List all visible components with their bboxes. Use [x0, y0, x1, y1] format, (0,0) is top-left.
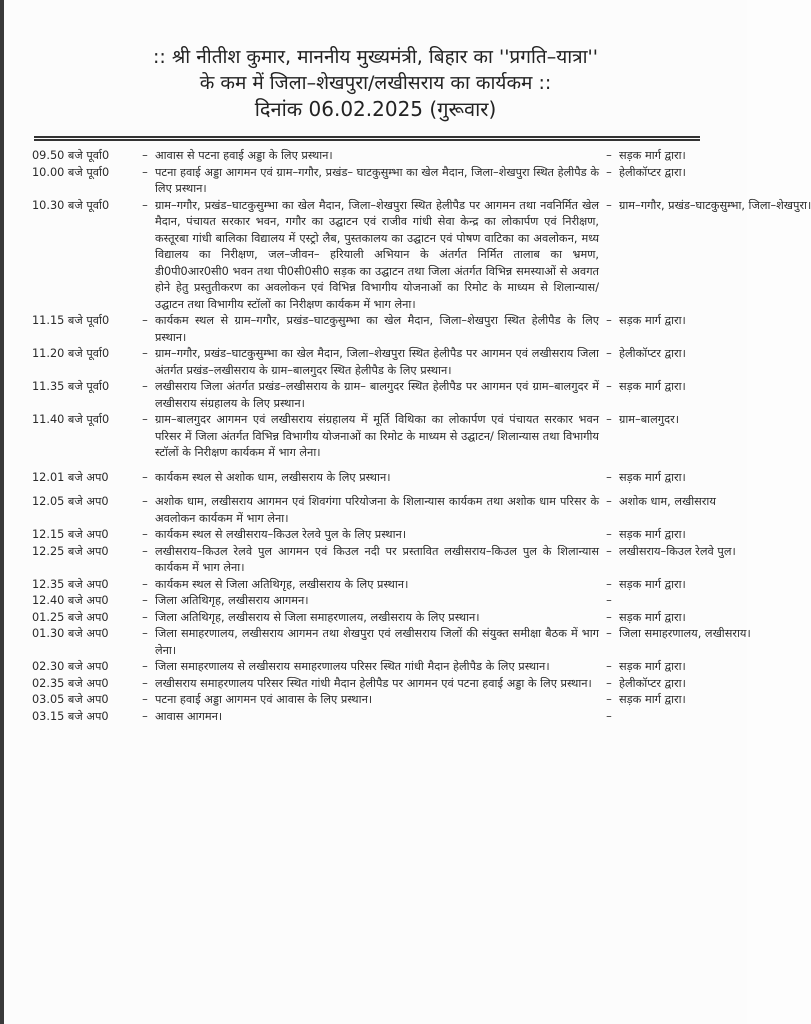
schedule-row — [32, 692, 732, 709]
separator-dash: – — [142, 676, 148, 690]
schedule-row — [32, 148, 732, 165]
schedule-travel-mode: सड़क मार्ग द्वारा। — [619, 380, 686, 393]
separator-dash: – — [142, 709, 148, 723]
schedule-travel-mode: हेलीकॉप्टर द्वारा। — [619, 165, 686, 179]
schedule-time: 12.25 बजे अप0 — [32, 544, 109, 558]
schedule-activity: जिला समाहरणालय, लखीसराय आगमन तथा शेखपुरा एवं लखीसराय जिलों की संयुक्त समीक्षा बैठक में भाग लेना। — [155, 627, 599, 657]
schedule-travel-mode: सड़क मार्ग द्वारा। — [619, 610, 686, 624]
schedule-travel-mode: हेलीकॉप्टर द्वारा। — [619, 347, 686, 360]
schedule-row — [32, 676, 732, 693]
separator-dash: – — [142, 149, 148, 162]
schedule-row — [32, 626, 751, 659]
schedule-activity: लखीसराय समाहरणालय परिसर स्थित गांधी मैदान हेलीपैड पर आगमन एवं पटना हवाई अड्डा के लिए प्रस्थान। — [155, 676, 592, 690]
separator-dash: – — [142, 165, 148, 179]
schedule-activity: लखीसराय जिला अंतर्गत प्रखंड–लखीसराय के ग्राम– बालगुदर स्थित हेलीपैड पर आगमन एवं ग्राम–बालगुदर में लखीसराय संग्रहालय के लिए प्रस्थान। — [155, 380, 599, 410]
separator-dash: – — [142, 660, 148, 673]
schedule-time: 12.15 बजे अप0 — [32, 528, 109, 541]
schedule-travel-mode: अशोक धाम, लखीसराय — [619, 495, 716, 508]
separator-dash: – — [606, 380, 612, 393]
separator-dash: – — [606, 610, 612, 624]
schedule-row — [32, 198, 811, 314]
separator-dash: – — [142, 577, 148, 591]
schedule-row — [32, 593, 732, 610]
schedule-travel-mode: सड़क मार्ग द्वारा। — [619, 660, 686, 673]
separator-dash: – — [142, 470, 148, 484]
row-spacer — [32, 486, 732, 494]
schedule-row — [32, 709, 732, 726]
schedule-travel-mode: सड़क मार्ग द्वारा। — [619, 528, 686, 541]
schedule-travel-mode: ग्राम–बालगुदर। — [619, 413, 679, 426]
separator-dash: – — [606, 594, 612, 607]
schedule-row — [32, 165, 732, 198]
schedule-row — [32, 470, 732, 487]
header-double-rule — [34, 136, 700, 141]
header-date: दिनांक 06.02.2025 (गुरूवार) — [254, 97, 497, 121]
separator-dash: – — [606, 165, 612, 179]
separator-dash: – — [606, 544, 612, 558]
schedule-travel-mode — [619, 709, 732, 726]
schedule-activity: कार्यकम स्थल से जिला अतिथिगृह, लखीसराय के लिए प्रस्थान। — [155, 577, 409, 591]
separator-dash: – — [606, 470, 612, 484]
schedule-travel-mode — [619, 593, 732, 610]
schedule-activity: जिला अतिथिगृह, लखीसराय आगमन। — [155, 594, 309, 607]
schedule-row — [32, 494, 732, 527]
schedule-time: 12.05 बजे अप0 — [32, 495, 109, 508]
schedule-time: 12.40 बजे अप0 — [32, 594, 109, 607]
schedule-activity: कार्यकम स्थल से लखीसराय–किउल रेलवे पुल के लिए प्रस्थान। — [155, 528, 407, 541]
separator-dash: – — [606, 347, 612, 360]
schedule-activity: अशोक धाम, लखीसराय आगमन एवं शिवगंगा परियोजना के शिलान्यास कार्यकम तथा अशोक धाम परिसर के अवलोकन कार्यकम में भाग लेना। — [155, 495, 599, 525]
schedule-travel-mode: सड़क मार्ग द्वारा। — [619, 693, 686, 706]
schedule-time: 09.50 बजे पूर्वा0 — [32, 149, 110, 162]
schedule-row — [32, 346, 732, 379]
separator-dash: – — [606, 627, 612, 640]
schedule-travel-mode: सड़क मार्ग द्वारा। — [619, 577, 686, 591]
schedule-time: 03.15 बजे अप0 — [32, 709, 109, 723]
schedule-activity: जिला अतिथिगृह, लखीसराय से जिला समाहरणालय, लखीसराय के लिए प्रस्थान। — [155, 610, 480, 624]
separator-dash: – — [142, 610, 148, 624]
schedule-activity: कार्यकम स्थल से ग्राम–गगौर, प्रखंड–घाटकुसुम्भा का खेल मैदान, जिला–शेखपुरा स्थित हेलीपैड के लिए प्रस्थान। — [155, 314, 599, 344]
schedule-row — [32, 527, 732, 544]
schedule-time: 10.00 बजे पूर्वा0 — [32, 165, 110, 179]
schedule-activity: ग्राम–गगौर, प्रखंड–घाटकुसुम्भा का खेल मैदान, जिला–शेखपुरा स्थित हेलीपैड पर आगमन एवं लखीसराय जिला अंतर्गत प्रखंड–लखीसराय के ग्राम–बालगुदर स्थित हेलीपैड के लिए प्रस्थान। — [155, 347, 599, 377]
separator-dash: – — [606, 660, 612, 673]
header-title-line-1: :: श्री नीतीश कुमार, माननीय मुख्यमंत्री, बिहार का ''प्रगति–यात्रा'' — [152, 46, 598, 68]
schedule-list — [32, 148, 811, 725]
schedule-time: 03.05 बजे अप0 — [32, 693, 109, 706]
schedule-time: 01.30 बजे अप0 — [32, 627, 109, 640]
schedule-row — [32, 577, 732, 594]
separator-dash: – — [606, 198, 612, 212]
separator-dash: – — [606, 709, 612, 723]
schedule-row — [32, 610, 732, 627]
schedule-travel-mode: सड़क मार्ग द्वारा। — [619, 470, 686, 484]
schedule-time: 12.35 बजे अप0 — [32, 577, 109, 591]
separator-dash: – — [142, 627, 148, 640]
separator-dash: – — [142, 380, 148, 393]
document-page — [4, 0, 811, 1024]
schedule-travel-mode: हेलीकॉप्टर द्वारा। — [619, 676, 686, 690]
separator-dash: – — [606, 413, 612, 426]
separator-dash: – — [606, 314, 612, 327]
schedule-activity: जिला समाहरणालय से लखीसराय समाहरणालय परिसर स्थित गांधी मैदान हेलीपैड के लिए प्रस्थान। — [155, 660, 550, 673]
separator-dash: – — [606, 495, 612, 508]
row-spacer — [32, 462, 732, 470]
schedule-activity: आवास आगमन। — [155, 709, 223, 723]
schedule-travel-mode: सड़क मार्ग द्वारा। — [619, 149, 686, 162]
schedule-time: 11.35 बजे पूर्वा0 — [32, 380, 110, 393]
separator-dash: – — [142, 314, 148, 327]
schedule-time: 02.35 बजे अप0 — [32, 676, 109, 690]
schedule-row — [32, 544, 736, 577]
header-title-line-2: के कम में जिला–शेखपुरा/लखीसराय का कार्यकम :: — [199, 72, 552, 94]
schedule-activity: पटना हवाई अड्डा आगमन एवं आवास के लिए प्रस्थान। — [155, 693, 373, 706]
separator-dash: – — [142, 413, 148, 426]
separator-dash: – — [142, 693, 148, 706]
separator-dash: – — [606, 676, 612, 690]
schedule-row — [32, 313, 732, 346]
separator-dash: – — [142, 495, 148, 508]
separator-dash: – — [142, 347, 148, 360]
schedule-activity: ग्राम–गगौर, प्रखंड–घाटकुसुम्भा का खेल मैदान, जिला–शेखपुरा स्थित हेलीपैड पर आगमन तथा नवनिर्मित खेल मैदान, पंचायत सरकार भवन, गगौर का उद्घाटन एवं राजीव गांधी सेवा केन्द्र का लोकार्पण एवं निरीक्षण, कस्तूरबा गांधी बालिका विद्यालय में एस्ट्रो लैब, पुस्तकालय का उद्घाटन एवं पोषण वाटिका का अवलोकन, मध्य विद्यालय का निरीक्षण, जल–जीवन– हरियाली अभियान के अंतर्गत निर्मित तालाब का भ्रमण, डी0पी0आर0सी0 भवन तथा पी0सी0सी0 सड़क का उद्घाटन तथा जिला अंतर्गत विभिन्न समस्याओं से अवगत होने हेतु प्रस्तुतीकरण का अवलोकन एवं विभिन्न विभागीय योजनाओं का रिमोट के माध्यम से शिलान्यास/उद्घाटन तथा विभागीय स्टॉलों का निरीक्षण कार्यकम में भाग लेना। — [155, 198, 599, 311]
separator-dash: – — [142, 198, 148, 212]
schedule-time: 02.30 बजे अप0 — [32, 660, 109, 673]
schedule-activity: कार्यकम स्थल से अशोक धाम, लखीसराय के लिए प्रस्थान। — [155, 470, 391, 484]
separator-dash: – — [606, 528, 612, 541]
separator-dash: – — [606, 149, 612, 162]
separator-dash: – — [606, 693, 612, 706]
schedule-travel-mode: लखीसराय–किउल रेलवे पुल। — [619, 544, 736, 558]
schedule-travel-mode: जिला समाहरणालय, लखीसराय। — [619, 627, 751, 640]
schedule-time: 11.20 बजे पूर्वा0 — [32, 347, 110, 360]
schedule-time: 12.01 बजे अप0 — [32, 470, 109, 484]
schedule-row — [32, 412, 732, 462]
schedule-activity: पटना हवाई अड्डा आगमन एवं ग्राम–गगौर, प्रखंड– घाटकुसुम्भा का खेल मैदान, जिला–शेखपुरा स्थित हेलीपैड के लिए प्रस्थान। — [155, 165, 599, 195]
schedule-time: 01.25 बजे अप0 — [32, 610, 109, 624]
separator-dash: – — [142, 528, 148, 541]
schedule-time: 10.30 बजे पूर्वा0 — [32, 198, 110, 212]
schedule-time: 11.15 बजे पूर्वा0 — [32, 314, 110, 327]
schedule-activity: लखीसराय–किउल रेलवे पुल आगमन एवं किउल नदी पर प्रस्तावित लखीसराय–किउल पुल के शिलान्यास कार्यकम में भाग लेना। — [155, 544, 599, 574]
schedule-activity: आवास से पटना हवाई अड्डा के लिए प्रस्थान। — [155, 149, 333, 162]
schedule-row — [32, 659, 732, 676]
schedule-time: 11.40 बजे पूर्वा0 — [32, 413, 110, 426]
separator-dash: – — [142, 594, 148, 607]
document-header — [4, 44, 747, 122]
schedule-row — [32, 379, 732, 412]
separator-dash: – — [606, 577, 612, 591]
schedule-travel-mode: सड़क मार्ग द्वारा। — [619, 314, 686, 327]
separator-dash: – — [142, 544, 148, 558]
schedule-travel-mode: ग्राम–गगौर, प्रखंड–घाटकुसुम्भा, जिला–शेखपुरा। — [619, 198, 811, 212]
schedule-activity: ग्राम–बालगुदर आगमन एवं लखीसराय संग्रहालय में मूर्ति विथिका का लोकार्पण एवं पंचायत सरकार भवन परिसर में जिला अंतर्गत विभिन्न विभागीय योजनाओं का रिमोट के माध्यम से उद्घाटन/ शिलान्यास तथा विभागीय स्टॉलों के निरीक्षण कार्यकम में भाग लेना। — [155, 413, 599, 459]
